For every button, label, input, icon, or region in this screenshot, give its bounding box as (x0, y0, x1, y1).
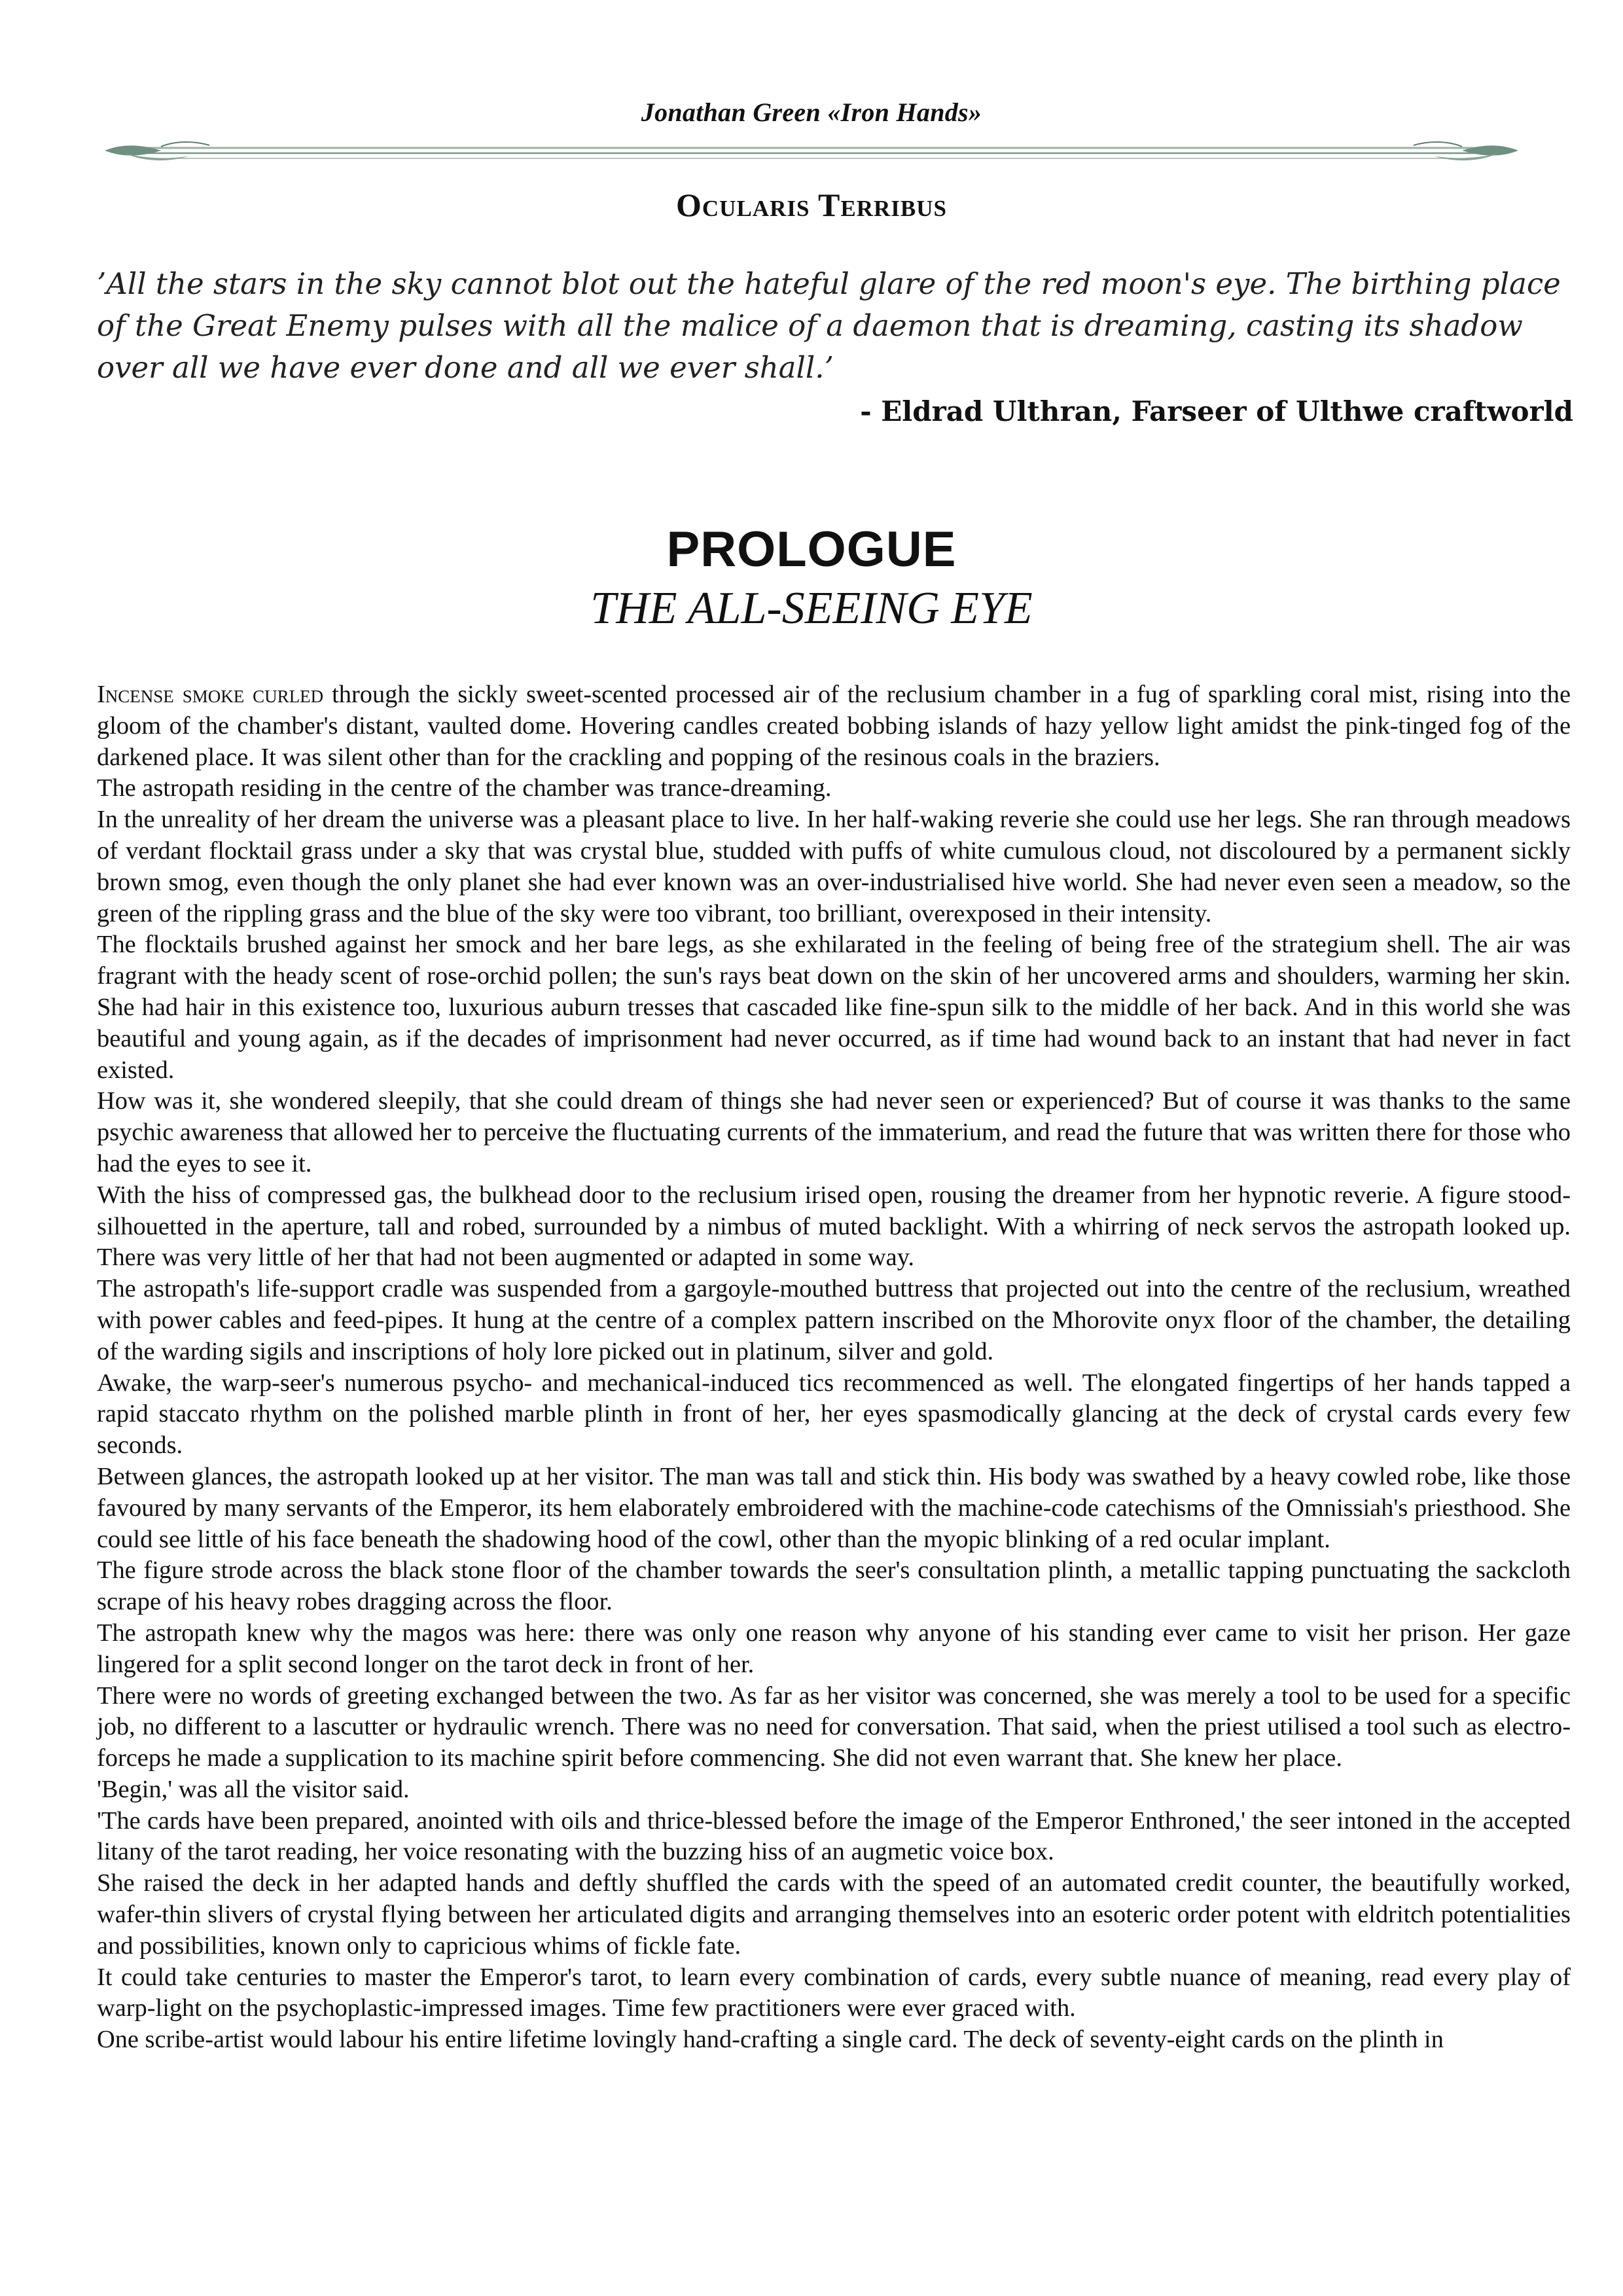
paragraph: The astropath's life-support cradle was suspended from a gargoyle-mouthed buttress that projected out into the centre of the reclusium, wreathed with power cables and feed-pipes. It hung at the centre of a complex pattern inscribed on the Mhorovite onyx floor of the chamber, the detailing of the warding sigils and inscriptions of holy lore picked out in platinum, silver and gold. (97, 1275, 1571, 1365)
paragraph: The astropath knew why the magos was here: there was only one reason why anyone of his standing ever came to visit her prison. Her gaze lingered for a split second longer on the tarot deck in front of her. (97, 1619, 1571, 1678)
epigraph-attribution: - Eldrad Ulthran, Farseer of Ulthwe craftworld (860, 395, 1573, 427)
paragraph: In the unreality of her dream the universe was a pleasant place to live. In her half-waking reverie she could use her legs. She ran through meadows of verdant flocktail grass under a sky that was crystal blue, studded with puffs of white cumulous cloud, not discoloured by a permanent sickly brown smog, even though the only planet she had ever known was an over-industrialised hive world. She had never even seen a meadow, so the green of the rippling grass and the blue of the sky were too vibrant, too brilliant, overexposed in their intensity. (97, 806, 1571, 927)
paragraph (97, 679, 1571, 773)
chapter-title: PROLOGUE (666, 522, 957, 577)
paragraph-text: through the sickly sweet-scented processed air of the reclusium chamber in a fug of sparkling coral mist, rising into the gloom of the chamber's distant, vaulted dome. Hovering candles created bobbing islands of hazy yellow light amidst the pink-tinged fog of the darkened place. It was silent other than for the crackling and popping of the resinous coals in the braziers. (97, 681, 1571, 771)
section-title: Ocularis Terribus (676, 187, 947, 223)
body-text (97, 679, 1571, 2056)
paragraph: There were no words of greeting exchanged between the two. As far as her visitor was concerned, she was merely a tool to be used for a specific job, no different to a lascutter or hydraulic wrench. There was no need for conversation. That said, when the priest utilised a tool such as electro-forceps he made a supplication to its machine spirit before commencing. She did not even warrant that. She knew her place. (97, 1681, 1571, 1772)
paragraph: One scribe-artist would labour his entire lifetime lovingly hand-crafting a single card. The deck of seventy-eight cards on the plinth in (97, 2026, 1444, 2054)
paragraph: It could take centuries to master the Emperor's tarot, to learn every combination of cards, every subtle nuance of meaning, read every play of warp-light on the psychoplastic-impressed images. Time few practitioners were ever graced with. (97, 1963, 1571, 2022)
paragraph: The flocktails brushed against her smock and her bare legs, as she exhilarated in the feeling of being free of the strategium shell. The air was fragrant with the heady scent of rose-orchid pollen; the sun's rays beat down on the skin of her uncovered arms and shoulders, warming her skin. She had hair in this existence too, luxurious auburn tresses that cascaded like fine-spun silk to the middle of her back. And in this world she was beautiful and young again, as if the decades of imprisonment had never occurred, as if time had wound back to an instant that had never in fact existed. (97, 931, 1571, 1084)
paragraph: With the hiss of compressed gas, the bulkhead door to the reclusium irised open, rousing the dreamer from her hypnotic reverie. A figure stood-silhouetted in the aperture, tall and robed, surrounded by a nimbus of muted backlight. With a whirring of neck servos the astropath looked up. There was very little of her that had not been augmented or adapted in some way. (97, 1181, 1571, 1272)
chapter-subtitle: THE ALL-SEEING EYE (590, 583, 1033, 634)
paragraph: 'Begin,' was all the visitor said. (97, 1775, 410, 1803)
header-rule-ornament (98, 134, 1525, 173)
epigraph-quote: ’All the stars in the sky cannot blot out the hateful glare of the red moon's eye. The birthing place of the Great Enemy pulses with all the malice of a daemon that is dreaming, casting its shadow over all we have ever done and all we ever shall.’ (97, 266, 1561, 385)
paragraph: The figure strode across the black stone floor of the chamber towards the seer's consultation plinth, a metallic tapping punctuating the sackcloth scrape of his heavy robes dragging across the floor. (97, 1556, 1571, 1616)
running-head: Jonathan Green «Iron Hands» (641, 98, 982, 127)
paragraph: She raised the deck in her adapted hands and deftly shuffled the cards with the speed of an automated credit counter, the beautifully worked, wafer-thin slivers of crystal flying between her articulated digits and arranging themselves into an esoteric order potent with eldritch potentialities and possibilities, known only to capricious whims of fickle fate. (97, 1869, 1571, 1960)
paragraph: 'The cards have been prepared, anointed with oils and thrice-blessed before the image of the Emperor Enthroned,' the seer intoned in the accepted litany of the tarot reading, her voice resonating with the buzzing hiss of an augmetic voice box. (97, 1806, 1571, 1866)
paragraph: How was it, she wondered sleepily, that she could dream of things she had never seen or experienced? But of course it was thanks to the same psychic awareness that allowed her to perceive the fluctuating currents of the immaterium, and read the future that was written there for those who had the eyes to see it. (97, 1087, 1571, 1177)
paragraph: Awake, the warp-seer's numerous psycho- and mechanical-induced tics recommenced as well. The elongated fingertips of her hands tapped a rapid staccato rhythm on the polished marble plinth in front of her, her eyes spasmodically glancing at the deck of crystal cards every few seconds. (97, 1369, 1571, 1460)
paragraph: Between glances, the astropath looked up at her visitor. The man was tall and stick thin. His body was swathed by a heavy cowled robe, like those favoured by many servants of the Emperor, its hem elaborately embroidered with the machine-code catechisms of the Omnissiah's priesthood. She could see little of his face beneath the shadowing hood of the cowl, other than the myopic blinking of a red ocular implant. (97, 1462, 1571, 1553)
paragraph: The astropath residing in the centre of the chamber was trance-dreaming. (97, 774, 832, 802)
lead-in-small-caps: Incense smoke curled (97, 681, 324, 708)
